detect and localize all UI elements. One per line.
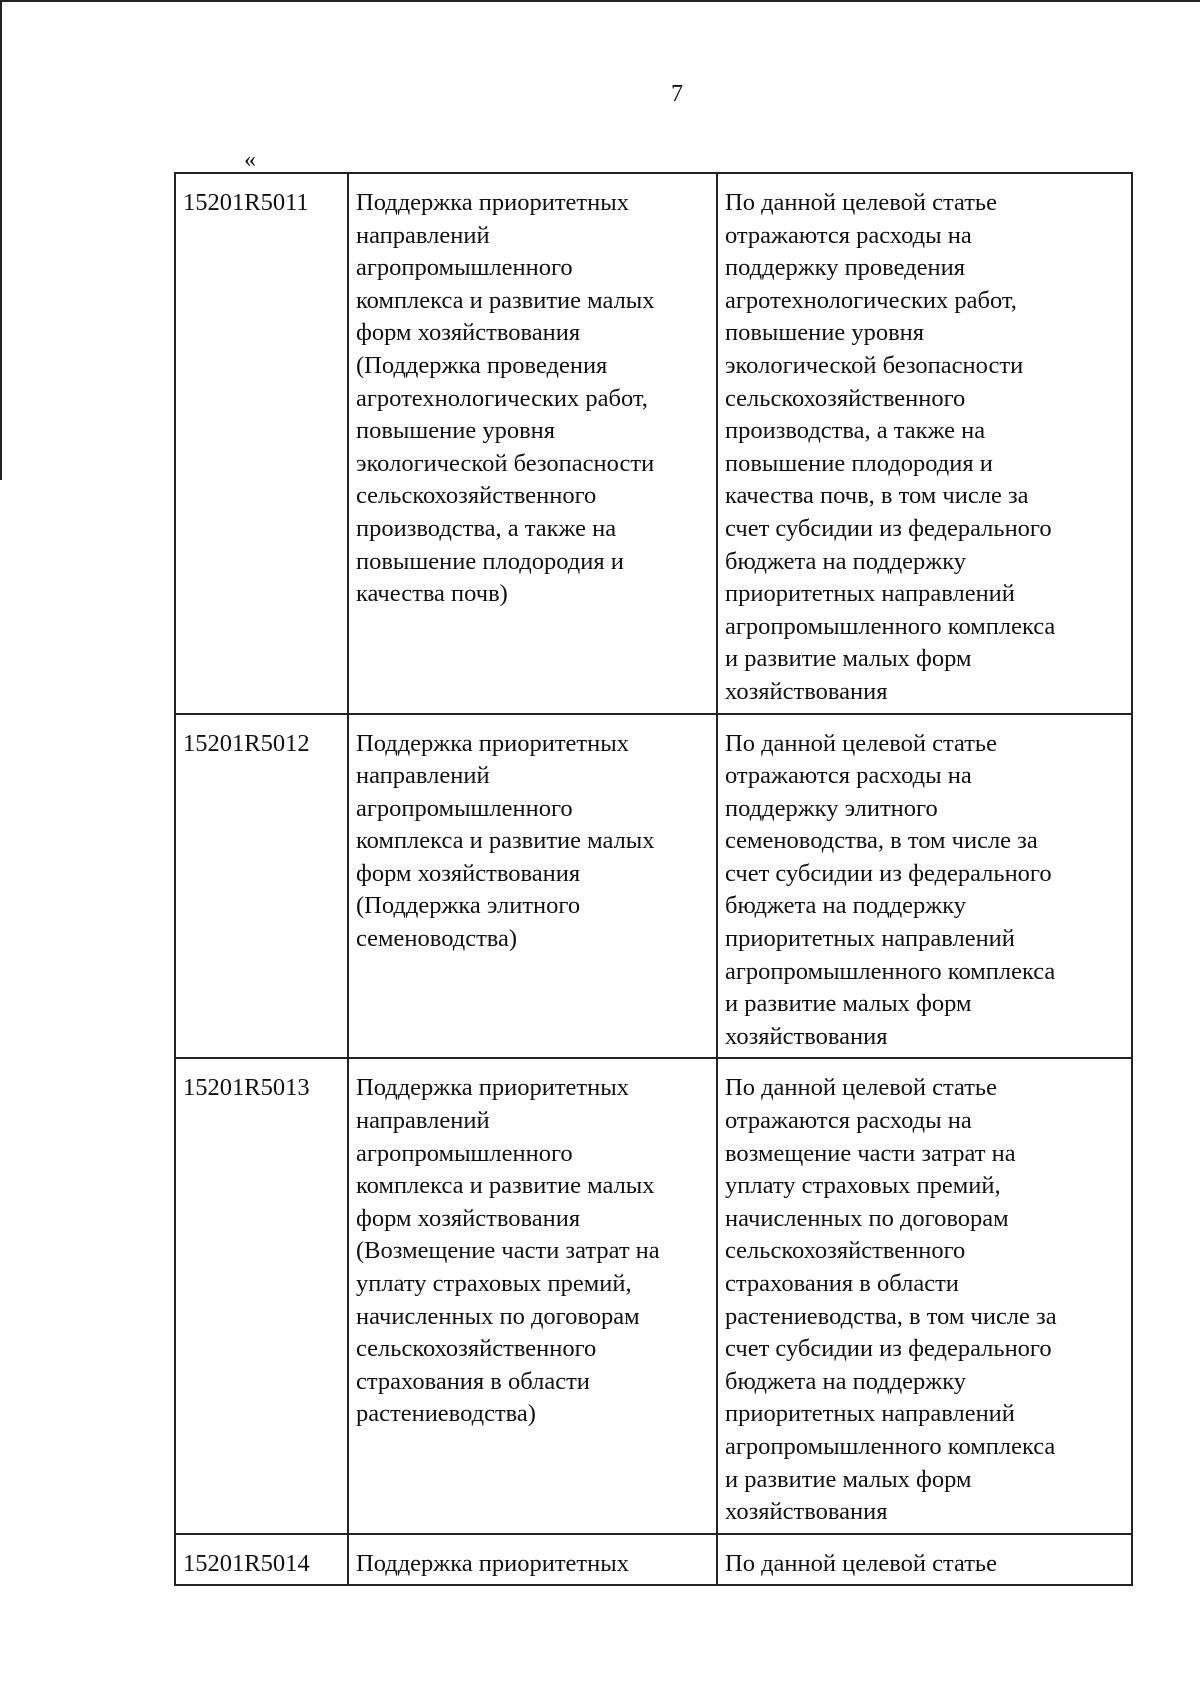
article-name: Поддержка приоритетных направлений агропромышленного комплекса и развитие малых форм хозяйствования (Поддержка элитного семеноводства) [356, 729, 655, 953]
article-name: Поддержка приоритетных [356, 1549, 629, 1577]
page-number: 7 [671, 81, 683, 107]
article-description: По данной целевой статье отражаются расходы на возмещение части затрат на уплату страховых премий, начисленных по договорам сельскохозяйственного страхования в области растениеводства, в том числе за счет субсидии из федерального бюджета на поддержку приоритетных направлений агропромышленного комплекса и развитие малых форм хозяйствования [725, 1074, 1057, 1526]
name-cell [348, 173, 717, 714]
description-cell [717, 1058, 1132, 1533]
table-row [175, 1058, 1132, 1533]
description-cell [717, 714, 1132, 1059]
description-cell [717, 1534, 1132, 1586]
code-cell [175, 1534, 348, 1586]
article-code: 15201R5014 [183, 1549, 310, 1577]
article-name: Поддержка приоритетных направлений агропромышленного комплекса и развитие малых форм хозяйствования (Возмещение части затрат на уплату страховых премий, начисленных по договорам сельскохозяйственного страхования в области растениеводства) [356, 1074, 660, 1428]
code-cell [175, 173, 348, 714]
article-description: По данной целевой статье отражаются расходы на поддержку элитного семеноводства, в том числе за счет субсидии из федерального бюджета на поддержку приоритетных направлений агропромышленного комплекса и развитие малых форм хозяйствования [725, 729, 1056, 1050]
article-code: 15201R5013 [183, 1074, 310, 1102]
article-code: 15201R5012 [183, 729, 310, 757]
table-row [175, 1534, 1132, 1586]
code-cell [175, 1058, 348, 1533]
table-row [175, 173, 1132, 714]
article-code: 15201R5011 [183, 189, 309, 216]
name-cell [348, 1058, 717, 1533]
article-name: Поддержка приоритетных направлений агропромышленного комплекса и развитие малых форм хозяйствования (Поддержка проведения агротехнологических работ, повышение уровня экологической безопасности сельскохозяйственного производства, а также на повышение плодородия и качества почв) [356, 189, 655, 608]
opening-quote-mark: « [244, 147, 256, 173]
page-border-top [0, 0, 1200, 2]
article-description: По данной целевой статье отражаются расходы на поддержку проведения агротехнологических работ, повышение уровня экологической безопасности сельскохозяйственного производства, а также на повышение плодородия и качества почв, в том числе за счет субсидии из федерального бюджета на поддержку приоритетных направлений агропромышленного комплекса и развитие малых форм хозяйствования [725, 189, 1056, 705]
name-cell [348, 1534, 717, 1586]
name-cell [348, 714, 717, 1059]
description-cell [717, 173, 1132, 714]
code-cell [175, 714, 348, 1059]
page-border-left [0, 0, 2, 480]
article-description: По данной целевой статье [725, 1549, 997, 1577]
target-articles-table [174, 172, 1133, 1586]
table-row [175, 714, 1132, 1059]
